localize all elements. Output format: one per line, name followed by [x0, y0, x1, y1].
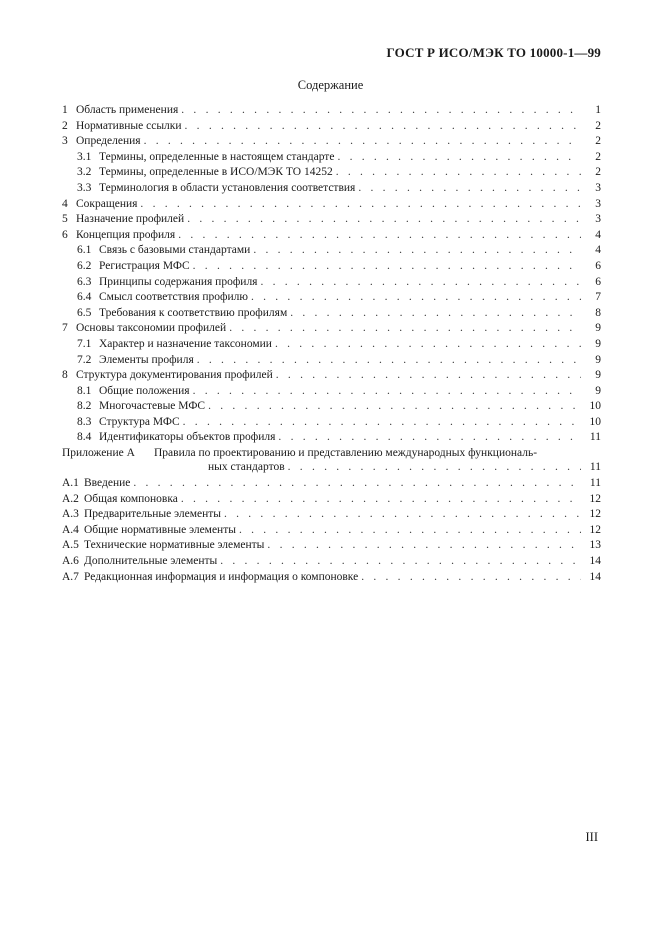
dot-leader — [276, 368, 581, 384]
dot-leader — [140, 197, 581, 213]
toc-entry[interactable] — [62, 399, 601, 415]
toc-entry[interactable] — [62, 415, 601, 431]
toc-entry-page: 6 — [595, 275, 601, 288]
toc-entry-title: Назначение профилей — [76, 213, 185, 226]
toc-entry-page: 3 — [595, 181, 601, 194]
toc-entry-title: ных стандартов — [208, 461, 285, 474]
toc-entry-number: А.2 — [62, 492, 79, 505]
toc-entry-number: А.7 — [62, 570, 79, 583]
dot-leader — [288, 460, 581, 476]
toc-entry-page: 4 — [595, 244, 601, 257]
appendix-entry[interactable] — [62, 538, 601, 554]
toc-entry[interactable] — [62, 321, 601, 337]
appendix-heading[interactable] — [62, 446, 601, 460]
toc-entry-page: 9 — [595, 369, 601, 382]
toc-entry-page: 3 — [595, 213, 601, 226]
dot-leader — [251, 290, 581, 306]
toc-entry-title: Редакционная информация и информация о компоновке — [84, 570, 359, 583]
toc-entry-number: 8 — [62, 369, 68, 382]
toc-entry-number: Приложение А — [62, 447, 135, 460]
toc-entry-page: 12 — [589, 492, 601, 505]
toc-entry[interactable] — [62, 228, 601, 244]
toc-entry-title: Характер и назначение таксономии — [99, 337, 272, 350]
toc-entry-number: 6.1 — [77, 244, 92, 257]
toc-entry-page: 11 — [589, 431, 601, 444]
toc-entry-title: Структура документирования профилей — [76, 369, 273, 382]
toc-entry-number: 1 — [62, 104, 68, 116]
appendix-entry[interactable] — [62, 476, 601, 492]
toc-entry-page: 14 — [589, 570, 601, 583]
toc-entry[interactable] — [62, 103, 601, 119]
toc-entry-page: 12 — [589, 523, 601, 536]
appendix-entry[interactable] — [62, 554, 601, 570]
dot-leader — [336, 165, 581, 181]
appendix-entry[interactable] — [62, 570, 601, 586]
toc-entry-page: 10 — [589, 415, 601, 428]
dot-leader — [183, 415, 581, 431]
toc-entry[interactable] — [62, 353, 601, 369]
toc-entry-title: Общие нормативные элементы — [84, 523, 236, 536]
toc-entry-number: А.3 — [62, 508, 79, 521]
toc-entry[interactable] — [62, 181, 601, 197]
toc-entry-page: 9 — [595, 322, 601, 335]
appendix-entry[interactable] — [62, 492, 601, 508]
toc-entry-title: Область применения — [76, 104, 179, 116]
toc-entry[interactable] — [62, 306, 601, 322]
toc-entry-number: 7 — [62, 322, 68, 335]
toc-entry-number: 6.2 — [77, 259, 92, 272]
toc-entry-number: 3.1 — [77, 150, 92, 163]
toc-entry-page: 2 — [595, 119, 601, 132]
toc-entry[interactable] — [62, 430, 601, 446]
toc-entry-number: А.1 — [62, 477, 79, 490]
toc-entry-title: Определения — [76, 135, 141, 148]
toc-entry-number: 6.4 — [77, 291, 92, 304]
toc-entry-title: Термины, определенные в ИСО/МЭК ТО 14252 — [99, 166, 333, 179]
dot-leader — [193, 259, 581, 275]
toc-entry[interactable] — [62, 259, 601, 275]
toc-entry-number: 2 — [62, 119, 68, 132]
dot-leader — [187, 212, 581, 228]
dot-leader — [197, 353, 581, 369]
toc-entry-number: 6 — [62, 228, 68, 241]
toc-entry[interactable] — [62, 212, 601, 228]
toc-entry-title: Дополнительные элементы — [84, 555, 218, 568]
dot-leader — [290, 306, 581, 322]
toc-entry-number: 8.3 — [77, 415, 92, 428]
dot-leader — [278, 430, 581, 446]
dot-leader — [361, 570, 581, 586]
toc-entry-title: Элементы профиля — [99, 353, 194, 366]
toc-entry[interactable] — [62, 337, 601, 353]
toc-entry-page: 14 — [589, 555, 601, 568]
toc-entry-page: 7 — [595, 291, 601, 304]
toc-entry[interactable] — [62, 165, 601, 181]
toc-entry-page: 4 — [595, 228, 601, 241]
toc-entry[interactable] — [62, 150, 601, 166]
toc-entry[interactable] — [62, 197, 601, 213]
toc-entry-title: Многочастевые МФС — [99, 400, 206, 413]
appendix-heading-continued[interactable] — [62, 460, 601, 476]
toc-entry[interactable] — [62, 368, 601, 384]
table-of-contents — [62, 103, 601, 585]
dot-leader — [224, 507, 581, 523]
toc-entry-title: Основы таксономии профилей — [76, 322, 227, 335]
toc-entry-page: 1 — [595, 104, 601, 116]
dot-leader — [229, 321, 581, 337]
appendix-entry[interactable] — [62, 507, 601, 523]
toc-entry-number: 7.1 — [77, 337, 92, 350]
dot-leader — [239, 523, 581, 539]
toc-entry-title: Концепция профиля — [76, 228, 176, 241]
dot-leader — [220, 554, 581, 570]
toc-entry-number: А.5 — [62, 539, 79, 552]
toc-entry-page: 11 — [589, 461, 601, 474]
dot-leader — [208, 399, 581, 415]
dot-leader — [275, 337, 581, 353]
toc-entry-number: А.6 — [62, 555, 79, 568]
toc-entry-title: Сокращения — [76, 197, 138, 210]
dot-leader — [193, 384, 581, 400]
toc-entry-title: Структура МФС — [99, 415, 180, 428]
toc-entry-page: 10 — [589, 400, 601, 413]
toc-entry-title: Принципы содержания профиля — [99, 275, 258, 288]
toc-entry-title: Регистрация МФС — [99, 259, 190, 272]
toc-entry-page: 6 — [595, 259, 601, 272]
toc-entry-page: 2 — [595, 135, 601, 148]
toc-entry-title: Общая компоновка — [84, 492, 178, 505]
dot-leader — [178, 228, 581, 244]
toc-entry-number: 3 — [62, 135, 68, 148]
toc-entry-page: 3 — [595, 197, 601, 210]
toc-entry[interactable] — [62, 119, 601, 135]
toc-entry-page: 12 — [589, 508, 601, 521]
toc-entry-page: 11 — [589, 477, 601, 490]
toc-entry-number: 5 — [62, 213, 68, 226]
toc-entry-title: Идентификаторы объектов профиля — [99, 431, 276, 444]
page-number: III — [585, 830, 598, 844]
toc-entry-title: Введение — [84, 477, 131, 490]
toc-entry-number: 8.4 — [77, 431, 92, 444]
toc-entry-title: Правила по проектированию и представлению международных функциональ- — [154, 447, 538, 460]
toc-entry[interactable] — [62, 134, 601, 150]
toc-entry-number: 7.2 — [77, 353, 92, 366]
dot-leader — [181, 103, 581, 119]
toc-entry-title: Смысл соответствия профилю — [99, 291, 248, 304]
dot-leader — [185, 119, 581, 135]
toc-entry[interactable] — [62, 290, 601, 306]
dot-leader — [181, 492, 581, 508]
toc-entry-title: Требования к соответствию профилям — [99, 306, 288, 319]
toc-entry-number: 6.3 — [77, 275, 92, 288]
dot-leader — [260, 275, 581, 291]
toc-entry-page: 9 — [595, 353, 601, 366]
toc-entry-title: Общие положения — [99, 384, 190, 397]
toc-entry-number: 3.3 — [77, 181, 92, 194]
toc-entry-number: 4 — [62, 197, 68, 210]
toc-entry-title: Предварительные элементы — [84, 508, 221, 521]
toc-entry-page: 2 — [595, 150, 601, 163]
dot-leader — [358, 181, 581, 197]
toc-entry-number: А.4 — [62, 523, 79, 536]
toc-entry-number: 8.2 — [77, 400, 92, 413]
toc-entry-page: 9 — [595, 384, 601, 397]
toc-entry-number: 8.1 — [77, 384, 92, 397]
toc-title: Содержание — [297, 78, 364, 92]
toc-entry-page: 8 — [595, 306, 601, 319]
toc-entry-number: 6.5 — [77, 306, 92, 319]
toc-entry-title: Нормативные ссылки — [76, 119, 182, 132]
toc-entry-page: 13 — [589, 539, 601, 552]
toc-entry[interactable] — [62, 243, 601, 259]
toc-entry-number: 3.2 — [77, 166, 92, 179]
toc-entry-page: 9 — [595, 337, 601, 350]
toc-entry-title: Термины, определенные в настоящем стандарте — [99, 150, 335, 163]
toc-entry-page: 2 — [595, 166, 601, 179]
dot-leader — [133, 476, 581, 492]
dot-leader — [253, 243, 581, 259]
appendix-entry[interactable] — [62, 523, 601, 539]
document-code: ГОСТ Р ИСО/МЭК ТО 10000-1—99 — [386, 45, 601, 60]
toc-entry[interactable] — [62, 275, 601, 291]
toc-entry-title: Терминология в области установления соответствия — [99, 181, 356, 194]
toc-entry[interactable] — [62, 384, 601, 400]
dot-leader — [267, 538, 581, 554]
toc-entry-title: Связь с базовыми стандартами — [99, 244, 251, 257]
dot-leader — [144, 134, 581, 150]
toc-entry-title: Технические нормативные элементы — [84, 539, 265, 552]
dot-leader — [337, 150, 581, 166]
